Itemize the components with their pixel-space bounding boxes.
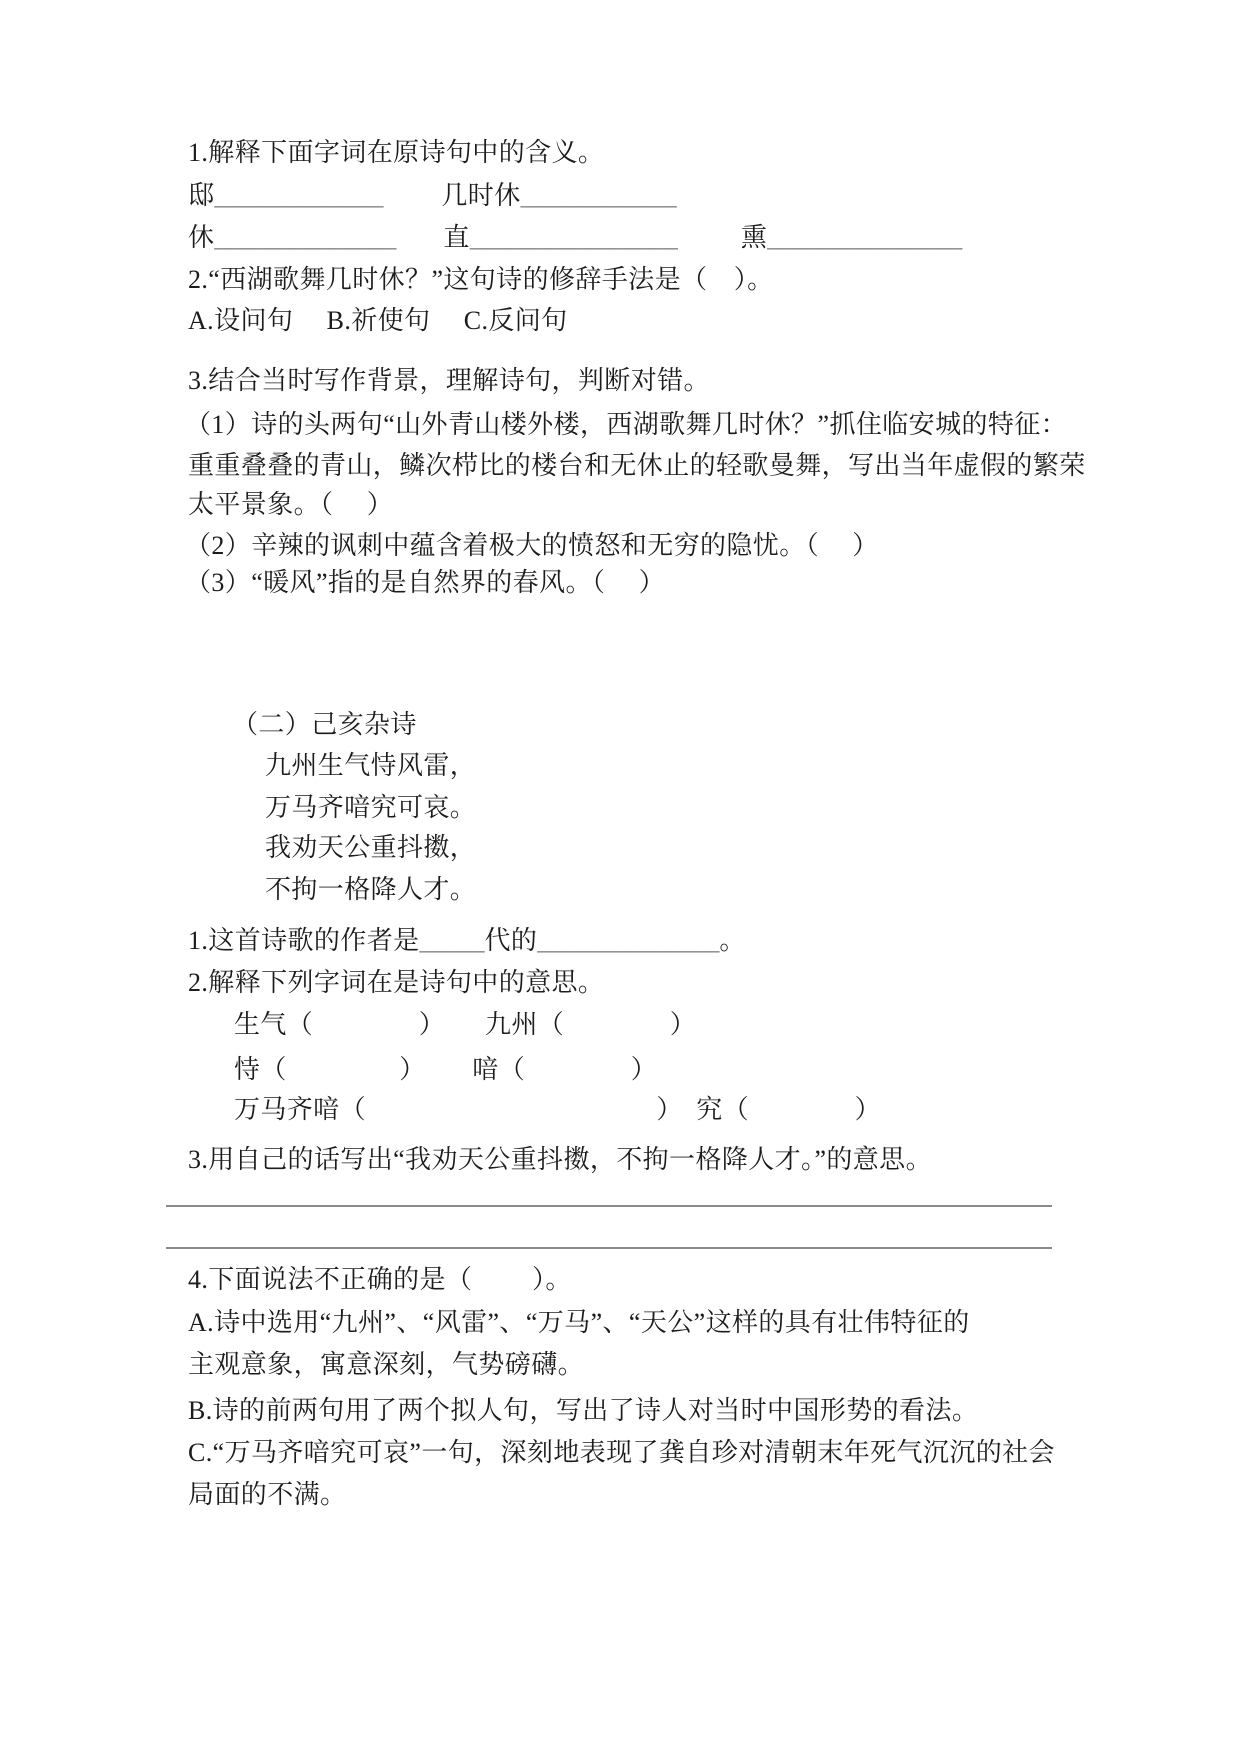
s2-q3-label: 3.用自己的话写出“我劝天公重抖擞，不拘一格降人才。”的意思。 [188, 1145, 932, 1174]
blank-line: ____________ [520, 181, 677, 210]
s2-q4-option-c-line1: C.“万马齐喑究可哀”一句，深刻地表现了龚自珍对清朝末年死气沉沉的社会 [188, 1438, 1055, 1467]
s2-q4-label: 4.下面说法不正确的是（ ）。 [188, 1265, 572, 1294]
s1-q2-label: 2.“西湖歌舞几时休？”这句诗的修辞手法是（ ）。 [188, 265, 774, 294]
s1-q3-item2: （2）辛辣的讽刺中蕴含着极大的愤怒和无穷的隐忧。（ ） [185, 531, 879, 560]
question-text: 代的 [484, 926, 538, 955]
s1-q2-options: A.设问句 B.祈使句 C.反问句 [188, 306, 568, 335]
s1-q1-label: 1.解释下面字词在原诗句中的含义。 [188, 138, 605, 167]
blank-line: _____________ [214, 181, 384, 210]
s2-q4-option-c-line2: 局面的不满。 [188, 1480, 347, 1509]
blank-line: ________________ [469, 223, 678, 252]
blank-line: _____ [419, 926, 485, 955]
s2-title: （二）己亥杂诗 [232, 710, 417, 739]
poem-line: 万马齐喑究可哀。 [265, 793, 477, 822]
term: 邸 [188, 181, 215, 210]
answer-line [166, 1247, 1052, 1249]
question-text: 。 [719, 926, 746, 955]
s2-q4-option-a-line1: A.诗中选用“九州”、“风雷”、“万马”、“天公”这样的具有壮伟特征的 [188, 1308, 970, 1337]
s1-q3-label: 3.结合当时写作背景，理解诗句，判断对错。 [188, 366, 710, 395]
s2-q4-option-a-line2: 主观意象，寓意深刻，气势磅礴。 [188, 1350, 585, 1379]
term: 几时休 [441, 181, 521, 210]
blank-line: ______________ [214, 223, 397, 252]
answer-line [166, 1205, 1052, 1207]
s1-q1-fill-row-2 [188, 218, 962, 258]
poem-line: 九州生气恃风雷， [265, 751, 477, 780]
question-text: 1.这首诗歌的作者是 [188, 926, 420, 955]
s1-q1-fill-row-1 [188, 176, 677, 216]
s2-q2-word-row: 生气（ ） 九州（ ） [234, 1010, 697, 1039]
s2-q2-word-row: 万马齐喑（ ） 究（ ） [234, 1095, 882, 1124]
term: 休 [188, 223, 215, 252]
s2-q2-word-row: 恃（ ） 喑（ ） [234, 1055, 658, 1084]
s2-q2-label: 2.解释下列字词在是诗句中的意思。 [188, 968, 605, 997]
s2-q1-fill-row [188, 921, 746, 961]
s2-q4-option-b: B.诗的前两句用了两个拟人句，写出了诗人对当时中国形势的看法。 [188, 1396, 979, 1425]
term: 直 [443, 223, 470, 252]
blank-line: ______________ [537, 926, 720, 955]
term: 熏 [740, 223, 768, 252]
poem-line: 我劝天公重抖擞， [265, 833, 477, 862]
s1-q3-item1-line3: 太平景象。（ ） [188, 490, 394, 519]
poem-line: 不拘一格降人才。 [265, 875, 477, 904]
s1-q3-item3: （3）“暖风”指的是自然界的春风。（ ） [185, 568, 665, 597]
s1-q3-item1-line1: （1）诗的头两句“山外青山楼外楼，西湖歌舞几时休？”抓住临安城的特征： [185, 410, 1068, 439]
blank-line: _______________ [767, 223, 963, 252]
s1-q3-item1-line2: 重重叠叠的青山，鳞次栉比的楼台和无休止的轻歌曼舞，写出当年虚假的繁荣 [188, 451, 1086, 480]
